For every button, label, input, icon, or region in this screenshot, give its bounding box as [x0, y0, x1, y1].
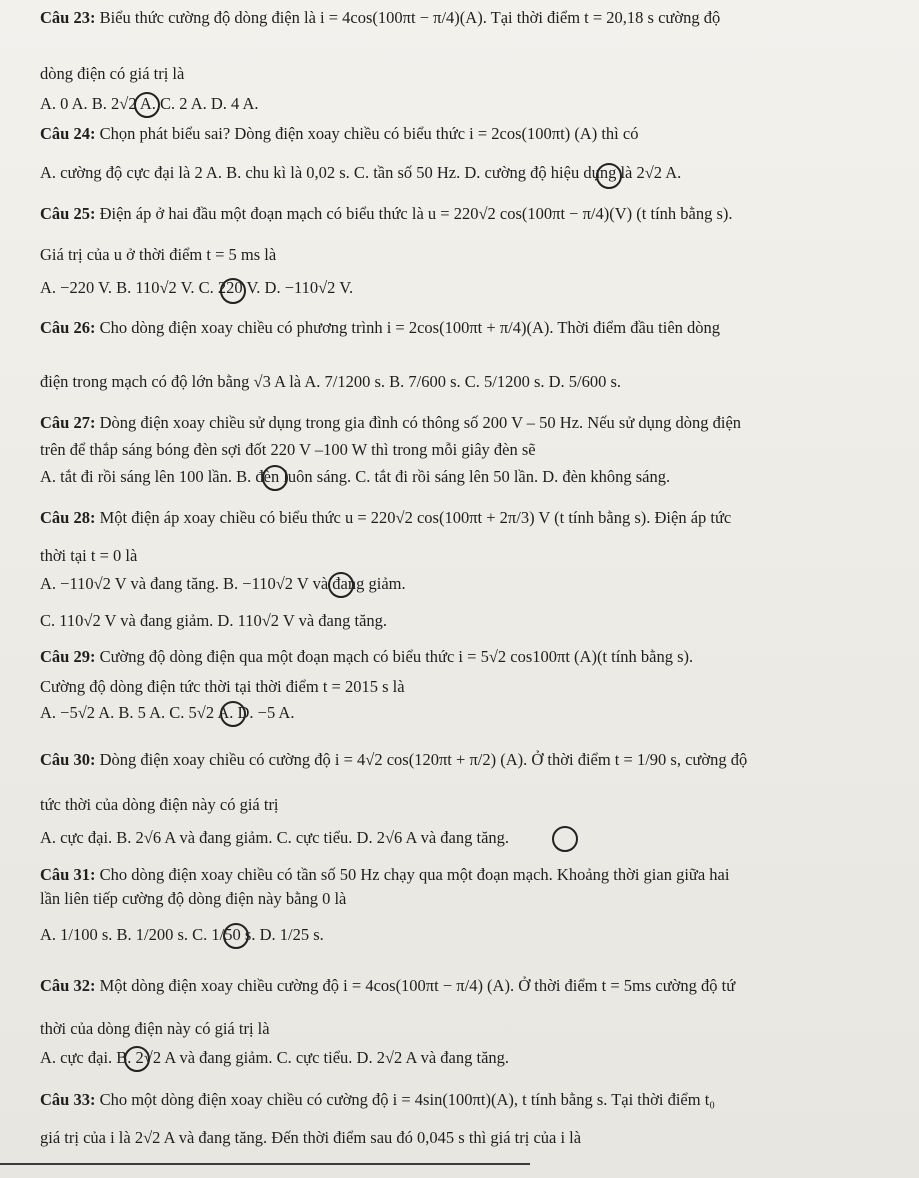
q26-stem: Câu 26: Cho dòng điện xoay chiều có phương trình i = 2cos(100πt + π/4)(A). Thời điểm đầu tiên dòng — [40, 318, 721, 337]
q32-stem: Câu 32: Một dòng điện xoay chiều cường độ i = 4cos(100πt − π/4) (A). Ở thời điểm t = 5ms cường độ tứ — [40, 976, 736, 995]
answer-circle-q29 — [220, 701, 246, 727]
answer-circle-q32 — [124, 1046, 150, 1072]
answer-circle-q28 — [328, 572, 354, 598]
q27-stem-cont: trên để thắp sáng bóng đèn sợi đốt 220 V –100 W thì trong mỗi giây đèn sẽ — [40, 440, 536, 459]
q28-stem-cont: thời tại t = 0 là — [40, 546, 138, 565]
q27-stem: Câu 27: Dòng điện xoay chiều sử dụng trong gia đình có thông số 200 V – 50 Hz. Nếu sử dụng dòng điện — [40, 413, 742, 432]
q25-stem: Câu 25: Điện áp ở hai đầu một đoạn mạch có biểu thức là u = 220√2 cos(100πt − π/4)(V) (t tính bằng s). — [40, 204, 733, 223]
q23-stem: Câu 23: Biểu thức cường độ dòng điện là i = 4cos(100πt − π/4)(A). Tại thời điểm t = 20,18 s cường độ — [40, 8, 721, 27]
q33-stem-cont: giá trị của i là 2√2 A và đang tăng. Đến thời điểm sau đó 0,045 s thì giá trị của i là — [40, 1128, 582, 1147]
q32-stem-cont: thời của dòng điện này có giá trị là — [40, 1019, 270, 1038]
q26-options: điện trong mạch có độ lớn bằng √3 A là A. 7/1200 s. B. 7/600 s. C. 5/1200 s. D. 5/600 s. — [40, 372, 622, 391]
q24-options: A. cường độ cực đại là 2 A. B. chu kì là 0,02 s. C. tần số 50 Hz. D. cường độ hiệu dụng là 2√2 A. — [40, 163, 682, 182]
q30-stem-cont: tức thời của dòng điện này có giá trị — [40, 795, 279, 814]
q30-stem: Câu 30: Dòng điện xoay chiều có cường độ i = 4√2 cos(120πt + π/2) (A). Ở thời điểm t = 1/90 s, cường độ — [40, 750, 748, 769]
q28-options-ab: A. −110√2 V và đang tăng. B. −110√2 V và đang giảm. — [40, 574, 406, 593]
q25-options: A. −220 V. B. 110√2 V. C. 220 V. D. −110√2 V. — [40, 278, 354, 297]
q30-options: A. cực đại. B. 2√6 A và đang giảm. C. cực tiểu. D. 2√6 A và đang tăng. — [40, 828, 510, 847]
q28-stem: Câu 28: Một điện áp xoay chiều có biểu thức u = 220√2 cos(100πt + 2π/3) V (t tính bằng s). Điện áp tức — [40, 508, 732, 527]
q27-options: A. tắt đi rồi sáng lên 100 lần. B. đèn luôn sáng. C. tắt đi rồi sáng lên 50 lần. D. đèn không sáng. — [40, 467, 671, 486]
bottom-rule — [0, 1163, 530, 1165]
answer-circle-q30 — [552, 826, 578, 852]
answer-circle-q23 — [134, 92, 160, 118]
q25-stem-cont: Giá trị của u ở thời điểm t = 5 ms là — [40, 245, 277, 264]
answer-circle-q31 — [223, 923, 249, 949]
q28-options-cd: C. 110√2 V và đang giảm. D. 110√2 V và đang tăng. — [40, 611, 388, 630]
q29-stem: Câu 29: Cường độ dòng điện qua một đoạn mạch có biểu thức i = 5√2 cos100πt (A)(t tính bằng s). — [40, 647, 694, 666]
q31-options: A. 1/100 s. B. 1/200 s. C. 1/50 s. D. 1/25 s. — [40, 925, 324, 944]
q31-stem: Câu 31: Cho dòng điện xoay chiều có tần số 50 Hz chạy qua một đoạn mạch. Khoảng thời gian giữa hai — [40, 865, 730, 884]
q23-options: A. 0 A. B. 2√2 A. C. 2 A. D. 4 A. — [40, 94, 259, 113]
answer-circle-q27 — [262, 465, 288, 491]
q23-stem-cont: dòng điện có giá trị là — [40, 64, 185, 83]
q31-stem-cont: lần liên tiếp cường độ dòng điện này bằng 0 là — [40, 889, 347, 908]
q32-options: A. cực đại. B. 2√2 A và đang giảm. C. cực tiểu. D. 2√2 A và đang tăng. — [40, 1048, 510, 1067]
q29-stem-cont: Cường độ dòng điện tức thời tại thời điểm t = 2015 s là — [40, 677, 405, 696]
answer-circle-q24 — [596, 163, 622, 189]
q24-stem: Câu 24: Chọn phát biểu sai? Dòng điện xoay chiều có biểu thức i = 2cos(100πt) (A) thì có — [40, 124, 639, 143]
answer-circle-q25 — [220, 278, 246, 304]
q33-stem: Câu 33: Cho một dòng điện xoay chiều có cường độ i = 4sin(100πt)(A), t tính bằng s. Tại thời điểm t₀ — [40, 1090, 716, 1109]
q29-options: A. −5√2 A. B. 5 A. C. 5√2 A. D. −5 A. — [40, 703, 295, 722]
